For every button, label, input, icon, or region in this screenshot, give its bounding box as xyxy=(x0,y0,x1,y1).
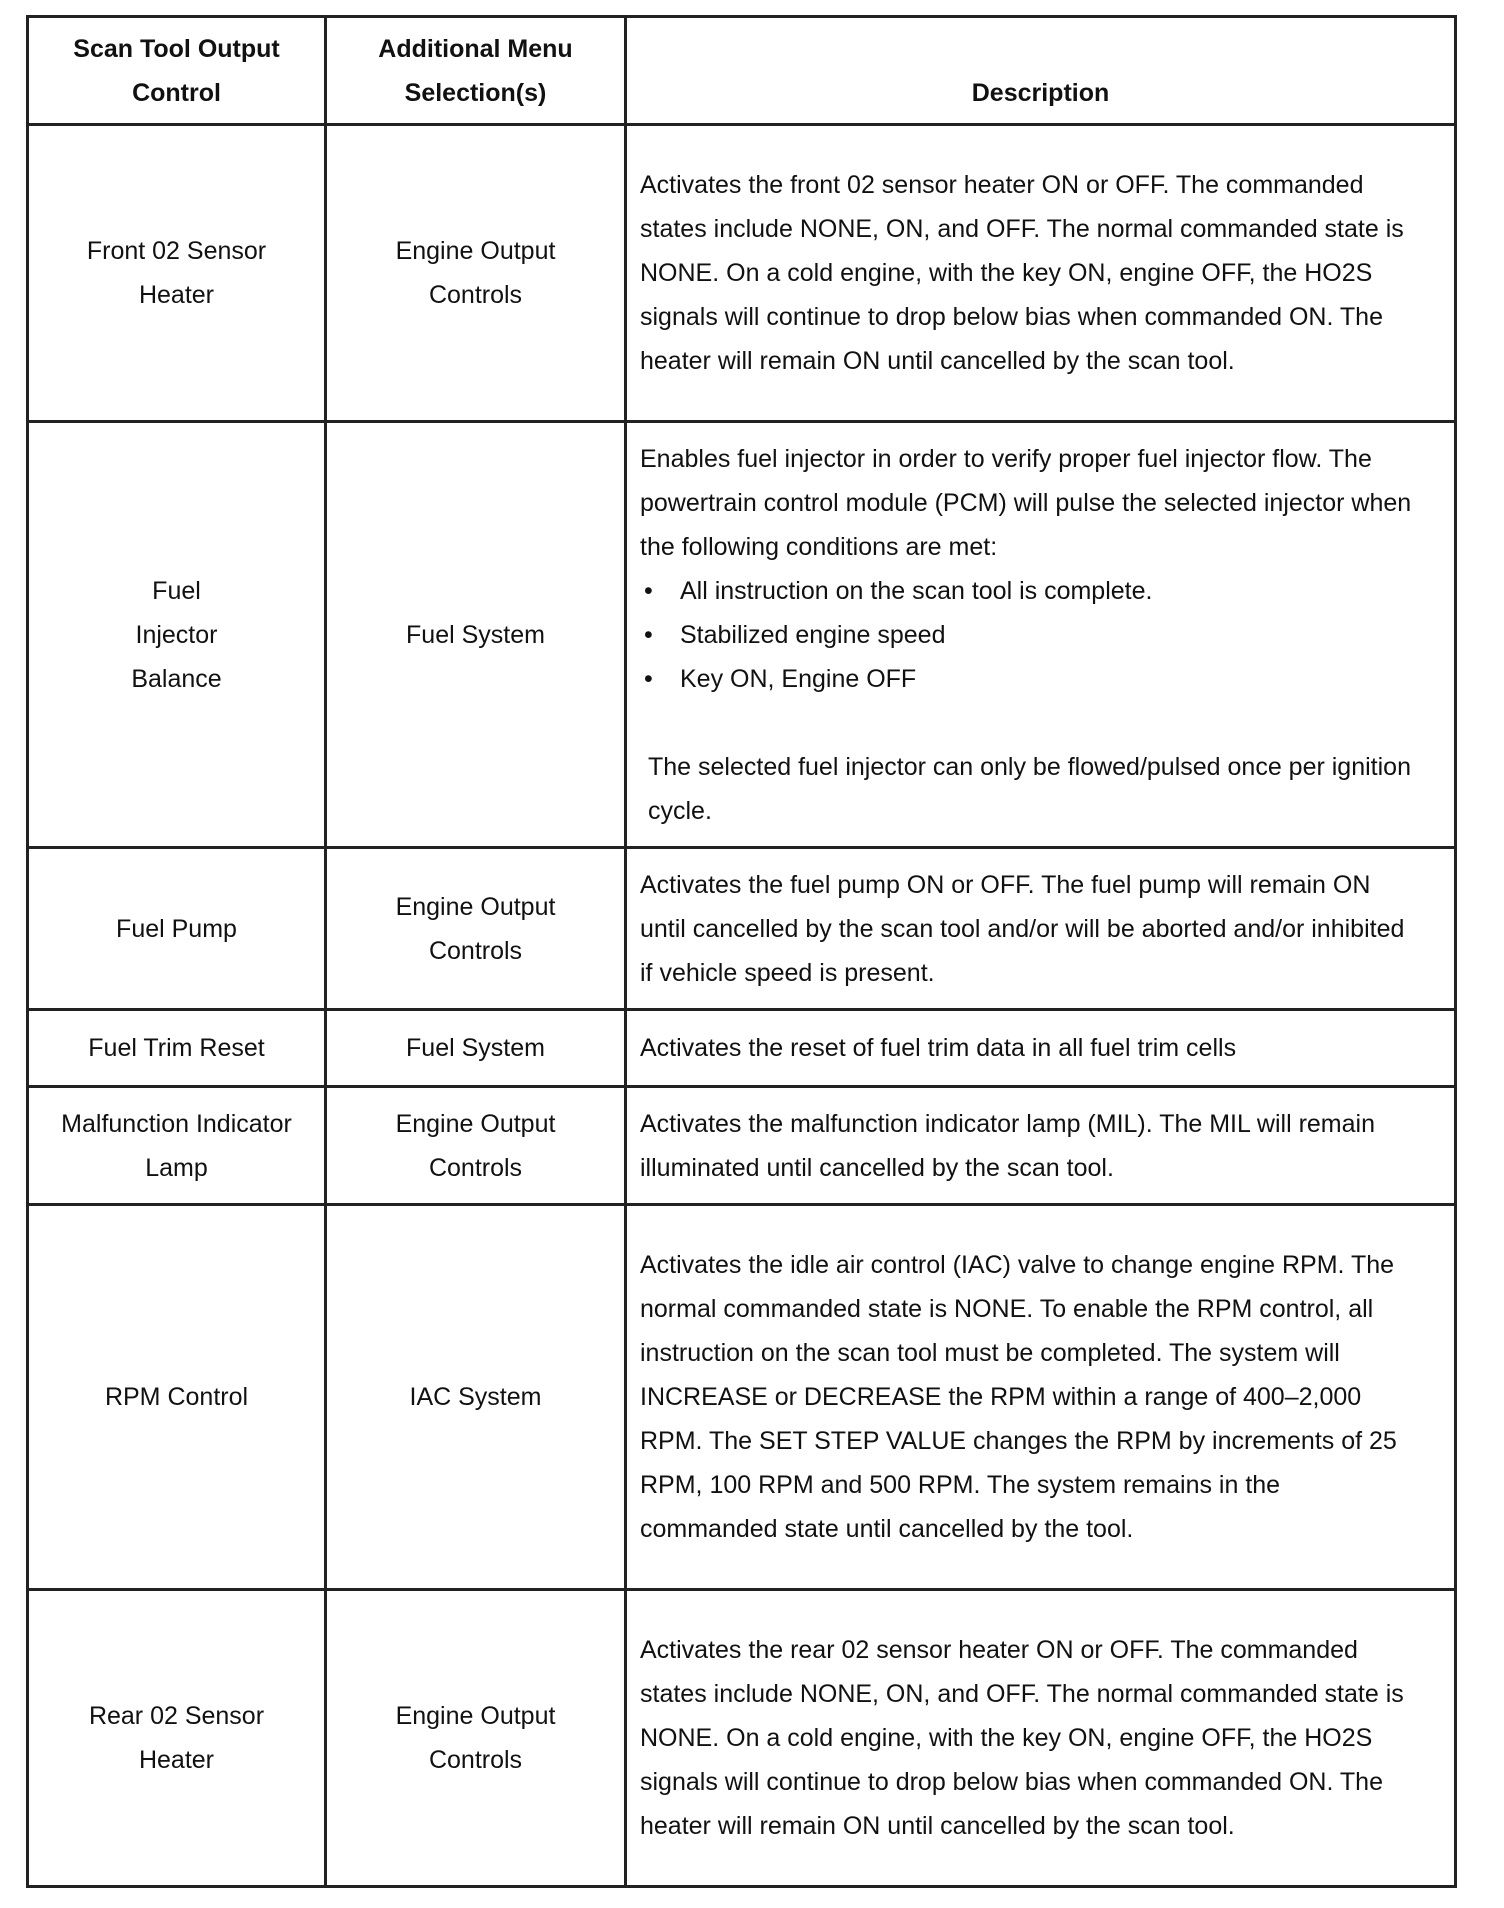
table-row xyxy=(28,1590,1456,1887)
menu-cell: Fuel System xyxy=(326,1010,626,1087)
menu-cell: Engine Output Controls xyxy=(326,1590,626,1887)
control-cell: Front 02 Sensor Heater xyxy=(28,125,326,422)
control-cell: RPM Control xyxy=(28,1205,326,1590)
table-row xyxy=(28,1087,1456,1205)
description-text: Enables fuel injector in order to verify proper fuel injector flow. The powertrain control module (PCM) will pulse the selected injector when the following conditions are met: xyxy=(640,444,1412,561)
conditions-list xyxy=(640,569,1414,701)
description-cell: Activates the idle air control (IAC) valve to change engine RPM. The normal commanded state is NONE. To enable the RPM control, all instruction on the scan tool must be completed. The system will INCREASE or DECREASE the RPM within a range of 400–2,000 RPM. The SET STEP VALUE changes the RPM by increments of 25 RPM, 100 RPM and 500 RPM. The system remains in the commanded state until cancelled by the tool. xyxy=(626,1205,1456,1590)
control-cell: Rear 02 Sensor Heater xyxy=(28,1590,326,1887)
list-item: • Stabilized engine speed xyxy=(640,613,1414,657)
description-cell: Activates the rear 02 sensor heater ON or OFF. The commanded states include NONE, ON, and OFF. The normal commanded state is NONE. On a cold engine, with the key ON, engine OFF, the HO2S signals will continue to drop below bias when commanded ON. The heater will remain ON until cancelled by the scan tool. xyxy=(626,1590,1456,1887)
header-row xyxy=(28,17,1456,125)
description-cell: Activates the fuel pump ON or OFF. The fuel pump will remain ON until cancelled by the scan tool and/or will be aborted and/or inhibited if vehicle speed is present. xyxy=(626,848,1456,1010)
table-row xyxy=(28,848,1456,1010)
description-cell: Activates the front 02 sensor heater ON or OFF. The commanded states include NONE, ON, and OFF. The normal commanded state is NONE. On a cold engine, with the key ON, engine OFF, the HO2S signals will continue to drop below bias when commanded ON. The heater will remain ON until cancelled by the scan tool. xyxy=(626,125,1456,422)
menu-cell: Engine Output Controls xyxy=(326,848,626,1010)
header-description: Description xyxy=(626,17,1456,125)
control-cell: Malfunction Indicator Lamp xyxy=(28,1087,326,1205)
table-row xyxy=(28,125,1456,422)
control-cell: Fuel Injector Balance xyxy=(28,422,326,848)
description-cell xyxy=(626,422,1456,848)
list-item: • Key ON, Engine OFF xyxy=(640,657,1414,701)
note-text: The selected fuel injector can only be flowed/pulsed once per ignition cycle. xyxy=(648,752,1411,825)
menu-cell: Engine Output Controls xyxy=(326,125,626,422)
header-control: Scan Tool Output Control xyxy=(28,17,326,125)
description-cell: Activates the reset of fuel trim data in all fuel trim cells xyxy=(626,1010,1456,1087)
menu-cell: Engine Output Controls xyxy=(326,1087,626,1205)
menu-cell: IAC System xyxy=(326,1205,626,1590)
control-cell: Fuel Trim Reset xyxy=(28,1010,326,1087)
table-row xyxy=(28,1205,1456,1590)
control-cell: Fuel Pump xyxy=(28,848,326,1010)
description-cell: Activates the malfunction indicator lamp (MIL). The MIL will remain illuminated until cancelled by the scan tool. xyxy=(626,1087,1456,1205)
scan-tool-output-controls-table xyxy=(26,15,1457,1888)
table-row xyxy=(28,1010,1456,1087)
list-item: • All instruction on the scan tool is complete. xyxy=(640,569,1414,613)
menu-cell: Fuel System xyxy=(326,422,626,848)
table-row xyxy=(28,422,1456,848)
header-menu: Additional Menu Selection(s) xyxy=(326,17,626,125)
